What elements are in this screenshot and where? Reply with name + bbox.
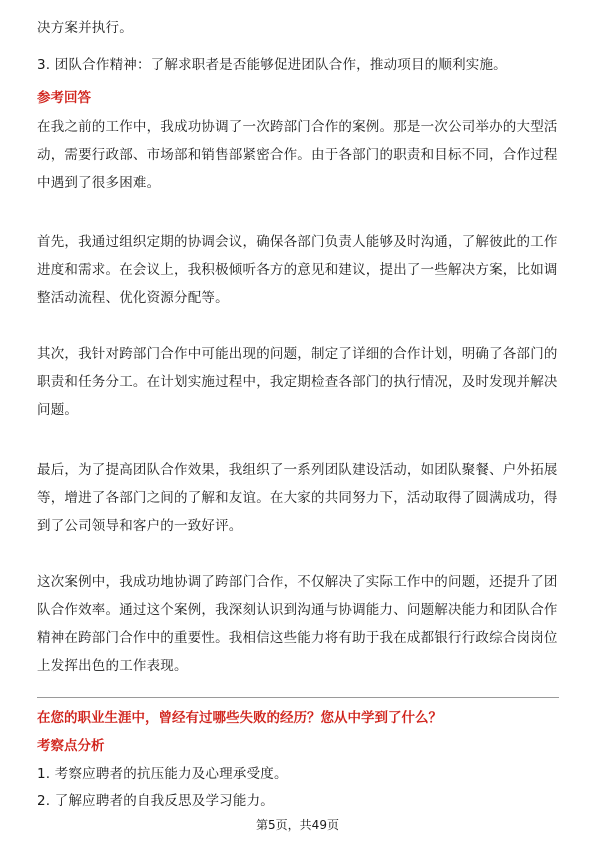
answer-paragraph: 这次案例中，我成功地协调了跨部门合作，不仅解决了实际工作中的问题，还提升了团队合作效率。通过这个案例，我深刻认识到沟通与协调能力、问题解决能力和团队合作精神在跨部门合作中的重要性。我相信这些能力将有助于我在成都银行行政综合岗岗位上发挥出色的工作表现。 (37, 574, 558, 674)
analysis-heading: 考察点分析 (37, 738, 105, 754)
assessment-point-3: 3. 团队合作精神：了解求职者是否能够促进团队合作，推动项目的顺利实施。 (37, 57, 507, 73)
analysis-item: 2. 了解应聘者的自我反思及学习能力。 (37, 793, 274, 809)
analysis-item: 1. 考察应聘者的抗压能力及心理承受度。 (37, 766, 288, 782)
answer-paragraph: 最后，为了提高团队合作效果，我组织了一系列团队建设活动，如团队聚餐、户外拓展等，增进了各部门之间的了解和友谊。在大家的共同努力下，活动取得了圆满成功，得到了公司领导和客户的一致好评。 (37, 462, 558, 534)
interview-question: 在您的职业生涯中，曾经有过哪些失败的经历？您从中学到了什么？ (37, 710, 442, 726)
page-number-footer: 第5页，共49页 (256, 818, 339, 832)
section-divider (37, 697, 559, 698)
answer-paragraph: 其次，我针对跨部门合作中可能出现的问题，制定了详细的合作计划，明确了各部门的职责和任务分工。在计划实施过程中，我定期检查各部门的执行情况，及时发现并解决问题。 (37, 346, 558, 418)
answer-paragraph: 在我之前的工作中，我成功协调了一次跨部门合作的案例。那是一次公司举办的大型活动，需要行政部、市场部和销售部紧密合作。由于各部门的职责和目标不同，合作过程中遇到了很多困难。 (37, 119, 558, 191)
reference-answer-heading: 参考回答 (37, 90, 91, 106)
previous-item-tail: 决方案并执行。 (37, 20, 133, 36)
answer-paragraph: 首先，我通过组织定期的协调会议，确保各部门负责人能够及时沟通，了解彼此的工作进度和需求。在会议上，我积极倾听各方的意见和建议，提出了一些解决方案，比如调整活动流程、优化资源分配等。 (37, 234, 558, 306)
